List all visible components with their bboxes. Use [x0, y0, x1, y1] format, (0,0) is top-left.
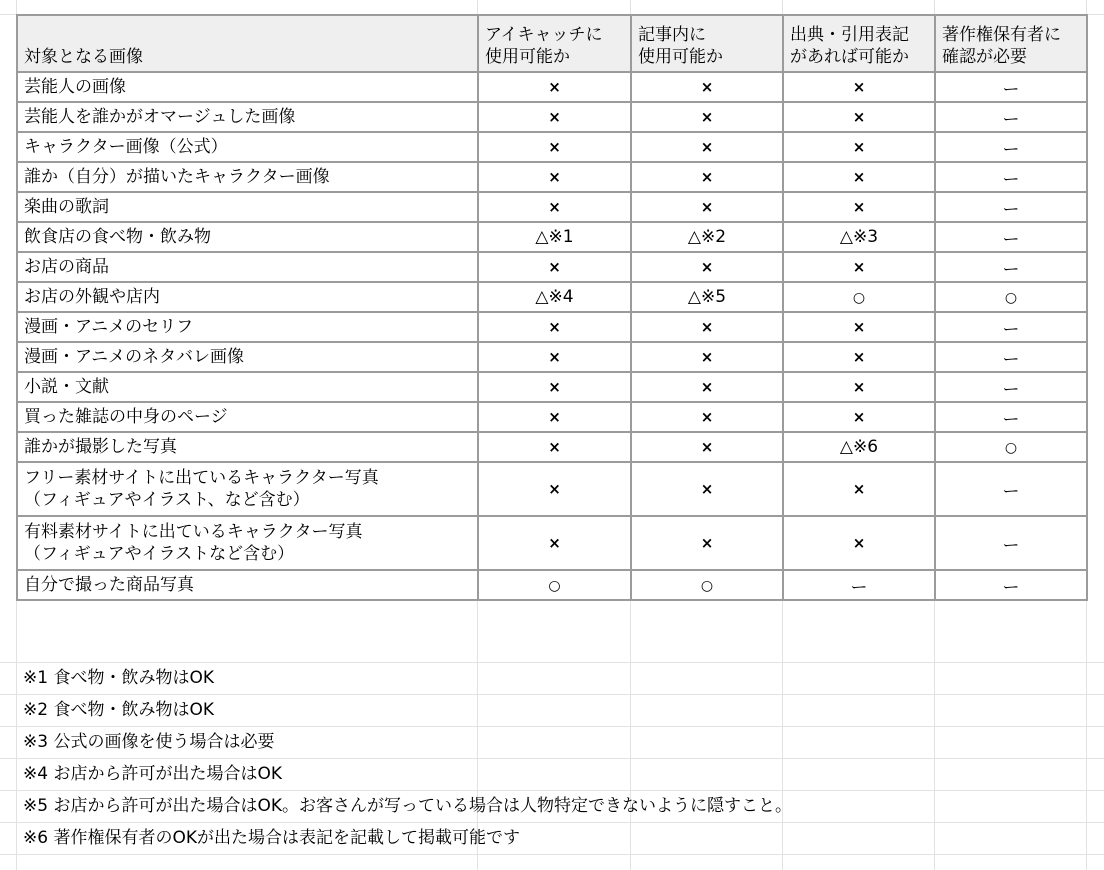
cell-text: キャラクター画像（公式） — [24, 137, 228, 157]
circle-mark: ○ — [1004, 290, 1018, 306]
cell-copyright-check[interactable] — [935, 312, 1087, 342]
cell-citation[interactable] — [783, 252, 935, 282]
footnote-5[interactable]: ※5 お店から許可が出た場合はOK。お客さんが写っている場合は人物特定できないように隠すこと。 — [23, 796, 792, 816]
cell-eyecatch[interactable] — [478, 132, 631, 162]
cell-in-article[interactable] — [631, 516, 783, 570]
cross-mark: × — [852, 138, 866, 156]
cell-target-image[interactable] — [17, 132, 478, 162]
cell-text: 楽曲の歌詞 — [24, 197, 109, 217]
cell-citation[interactable] — [783, 222, 935, 252]
cell-text: 有料素材サイトに出ているキャラクター写真 — [24, 522, 363, 542]
cell-text: 漫画・アニメのネタバレ画像 — [24, 347, 244, 367]
cell-eyecatch[interactable] — [478, 222, 631, 252]
cell-target-image[interactable] — [17, 462, 478, 516]
cross-mark: × — [548, 480, 561, 498]
cell-in-article[interactable] — [631, 312, 783, 342]
cell-citation[interactable] — [783, 72, 935, 102]
dash-mark: ー — [1002, 139, 1020, 160]
header-cell-eyecatch[interactable]: アイキャッチに 使用可能か — [478, 15, 631, 72]
circle-mark: ○ — [700, 578, 714, 594]
triangle-note-mark: △※3 — [839, 227, 879, 247]
cell-in-article[interactable] — [631, 282, 783, 312]
cell-citation[interactable] — [783, 192, 935, 222]
dash-mark: ー — [1002, 319, 1020, 340]
cell-copyright-check[interactable] — [935, 402, 1087, 432]
cross-mark: × — [700, 378, 714, 396]
cell-copyright-check[interactable] — [935, 72, 1087, 102]
footnote-2[interactable]: ※2 食べ物・飲み物はOK — [23, 700, 214, 720]
cell-citation[interactable] — [783, 312, 935, 342]
dash-mark: ー — [1002, 259, 1020, 280]
triangle-note-mark: △※5 — [687, 287, 727, 307]
cross-mark: × — [548, 78, 561, 96]
cell-text: 飲食店の食べ物・飲み物 — [24, 227, 211, 247]
dash-mark: ー — [850, 577, 868, 598]
dash-mark: ー — [1002, 535, 1020, 556]
table-row — [17, 192, 1087, 222]
cross-mark: × — [700, 438, 714, 456]
cell-target-image[interactable] — [17, 252, 478, 282]
cell-in-article[interactable] — [631, 252, 783, 282]
dash-mark: ー — [1002, 481, 1020, 502]
footnote-1[interactable]: ※1 食べ物・飲み物はOK — [23, 668, 214, 688]
cell-in-article[interactable] — [631, 570, 783, 600]
header-cell-target-image[interactable]: 対象となる画像 — [17, 15, 478, 72]
cell-copyright-check[interactable] — [935, 192, 1087, 222]
cell-eyecatch[interactable] — [478, 462, 631, 516]
cell-text: 小説・文献 — [24, 377, 109, 397]
triangle-note-mark: △※2 — [687, 227, 727, 247]
cell-target-image[interactable] — [17, 162, 478, 192]
cell-eyecatch[interactable] — [478, 402, 631, 432]
cell-in-article[interactable] — [631, 462, 783, 516]
cell-copyright-check[interactable] — [935, 222, 1087, 252]
cross-mark: × — [700, 534, 714, 552]
cell-citation[interactable] — [783, 570, 935, 600]
cross-mark: × — [700, 138, 714, 156]
cell-target-image[interactable] — [17, 102, 478, 132]
cell-in-article[interactable] — [631, 102, 783, 132]
cell-target-image[interactable] — [17, 72, 478, 102]
cell-copyright-check[interactable] — [935, 282, 1087, 312]
cell-citation[interactable] — [783, 282, 935, 312]
triangle-note-mark: △※1 — [535, 227, 574, 247]
table-row — [17, 372, 1087, 402]
cell-citation[interactable] — [783, 432, 935, 462]
table-row — [17, 252, 1087, 282]
cell-target-image[interactable] — [17, 342, 478, 372]
cell-eyecatch[interactable] — [478, 282, 631, 312]
cross-mark: × — [852, 198, 866, 216]
cell-target-image[interactable] — [17, 282, 478, 312]
cross-mark: × — [700, 78, 714, 96]
dash-mark: ー — [1002, 379, 1020, 400]
cross-mark: × — [548, 378, 561, 396]
table-row — [17, 342, 1087, 372]
cross-mark: × — [852, 258, 866, 276]
cross-mark: × — [700, 108, 714, 126]
cell-citation[interactable] — [783, 372, 935, 402]
cell-copyright-check[interactable] — [935, 432, 1087, 462]
dash-mark: ー — [1002, 169, 1020, 190]
footnote-3[interactable]: ※3 公式の画像を使う場合は必要 — [23, 732, 275, 752]
cell-in-article[interactable] — [631, 222, 783, 252]
cell-eyecatch[interactable] — [478, 252, 631, 282]
table-row — [17, 162, 1087, 192]
triangle-note-mark: △※4 — [535, 287, 574, 307]
cell-target-image[interactable] — [17, 516, 478, 570]
dash-mark: ー — [1002, 79, 1020, 100]
cell-text: （フィギュアやイラスト、など含む） — [24, 490, 310, 510]
cell-target-image[interactable] — [17, 192, 478, 222]
footnote-4[interactable]: ※4 お店から許可が出た場合はOK — [23, 764, 282, 784]
cell-eyecatch[interactable] — [478, 372, 631, 402]
cell-text: お店の商品 — [24, 257, 109, 277]
circle-mark: ○ — [1004, 440, 1018, 456]
cell-citation[interactable] — [783, 102, 935, 132]
cell-eyecatch[interactable] — [478, 312, 631, 342]
cell-target-image[interactable] — [17, 372, 478, 402]
gridline — [0, 854, 1104, 855]
cross-mark: × — [852, 318, 866, 336]
cross-mark: × — [852, 168, 866, 186]
cell-in-article[interactable] — [631, 432, 783, 462]
cross-mark: × — [548, 318, 561, 336]
cell-text: 買った雑誌の中身のページ — [24, 407, 228, 427]
cell-eyecatch[interactable] — [478, 570, 631, 600]
circle-mark: ○ — [852, 290, 866, 306]
table-row — [17, 222, 1087, 252]
cross-mark: × — [700, 168, 714, 186]
cell-copyright-check[interactable] — [935, 132, 1087, 162]
cross-mark: × — [548, 534, 561, 552]
cross-mark: × — [548, 108, 561, 126]
cell-text: お店の外観や店内 — [24, 287, 160, 307]
cross-mark: × — [548, 438, 561, 456]
cross-mark: × — [852, 378, 866, 396]
cell-copyright-check[interactable] — [935, 102, 1087, 132]
cross-mark: × — [548, 198, 561, 216]
table-row — [17, 516, 1087, 570]
cell-eyecatch[interactable] — [478, 102, 631, 132]
cell-citation[interactable] — [783, 402, 935, 432]
cell-copyright-check[interactable] — [935, 252, 1087, 282]
cross-mark: × — [852, 108, 866, 126]
cross-mark: × — [548, 408, 561, 426]
cell-eyecatch[interactable] — [478, 72, 631, 102]
cell-in-article[interactable] — [631, 162, 783, 192]
header-cell-in-article[interactable]: 記事内に 使用可能か — [631, 15, 783, 72]
cell-target-image[interactable] — [17, 402, 478, 432]
cell-text: 自分で撮った商品写真 — [24, 575, 194, 595]
cell-eyecatch[interactable] — [478, 192, 631, 222]
header-cell-copyright-check[interactable]: 著作権保有者に 確認が必要 — [935, 15, 1087, 72]
cell-text: 誰かが撮影した写真 — [24, 437, 177, 457]
cell-target-image[interactable] — [17, 570, 478, 600]
table-row — [17, 312, 1087, 342]
cell-citation[interactable] — [783, 516, 935, 570]
cross-mark: × — [548, 348, 561, 366]
cell-in-article[interactable] — [631, 72, 783, 102]
cell-citation[interactable] — [783, 462, 935, 516]
table-row — [17, 282, 1087, 312]
dash-mark: ー — [1002, 109, 1020, 130]
cell-in-article[interactable] — [631, 372, 783, 402]
cell-text: 漫画・アニメのセリフ — [24, 317, 194, 337]
cell-in-article[interactable] — [631, 342, 783, 372]
cross-mark: × — [700, 408, 714, 426]
cell-copyright-check[interactable] — [935, 162, 1087, 192]
table-row — [17, 132, 1087, 162]
cell-copyright-check[interactable] — [935, 372, 1087, 402]
table-row — [17, 570, 1087, 600]
cell-target-image[interactable] — [17, 312, 478, 342]
cell-text: フリー素材サイトに出ているキャラクター写真 — [24, 468, 379, 488]
image-usage-table — [16, 14, 1088, 601]
cell-eyecatch[interactable] — [478, 516, 631, 570]
footnote-6[interactable]: ※6 著作権保有者のOKが出た場合は表記を記載して掲載可能です — [23, 828, 520, 848]
table-row — [17, 432, 1087, 462]
cell-copyright-check[interactable] — [935, 462, 1087, 516]
dash-mark: ー — [1002, 409, 1020, 430]
header-cell-citation[interactable]: 出典・引用表記 があれば可能か — [783, 15, 935, 72]
cell-text: 芸能人の画像 — [24, 77, 126, 97]
table-row — [17, 102, 1087, 132]
dash-mark: ー — [1002, 229, 1020, 250]
cell-target-image[interactable] — [17, 222, 478, 252]
cell-in-article[interactable] — [631, 402, 783, 432]
footnotes — [16, 662, 1104, 854]
cross-mark: × — [852, 78, 866, 96]
cross-mark: × — [700, 198, 714, 216]
cell-in-article[interactable] — [631, 132, 783, 162]
cell-text: 誰か（自分）が描いたキャラクター画像 — [24, 167, 330, 187]
cell-eyecatch[interactable] — [478, 162, 631, 192]
dash-mark: ー — [1002, 199, 1020, 220]
cell-eyecatch[interactable] — [478, 432, 631, 462]
cell-text: 芸能人を誰かがオマージュした画像 — [24, 107, 296, 127]
cross-mark: × — [700, 348, 714, 366]
circle-mark: ○ — [548, 578, 561, 594]
cell-citation[interactable] — [783, 162, 935, 192]
cross-mark: × — [548, 138, 561, 156]
cross-mark: × — [700, 258, 714, 276]
cell-copyright-check[interactable] — [935, 342, 1087, 372]
table-row — [17, 72, 1087, 102]
dash-mark: ー — [1002, 577, 1020, 598]
cross-mark: × — [852, 534, 866, 552]
table-row — [17, 402, 1087, 432]
cell-eyecatch[interactable] — [478, 342, 631, 372]
cross-mark: × — [548, 258, 561, 276]
table-row — [17, 462, 1087, 516]
cell-target-image[interactable] — [17, 432, 478, 462]
cell-citation[interactable] — [783, 132, 935, 162]
cell-citation[interactable] — [783, 342, 935, 372]
cross-mark: × — [852, 408, 866, 426]
cross-mark: × — [852, 348, 866, 366]
header-row — [17, 15, 1087, 72]
cross-mark: × — [548, 168, 561, 186]
dash-mark: ー — [1002, 349, 1020, 370]
cell-text: （フィギュアやイラストなど含む） — [24, 544, 295, 564]
cell-in-article[interactable] — [631, 192, 783, 222]
cell-copyright-check[interactable] — [935, 570, 1087, 600]
cell-copyright-check[interactable] — [935, 516, 1087, 570]
cross-mark: × — [700, 318, 714, 336]
cross-mark: × — [852, 480, 866, 498]
cross-mark: × — [700, 480, 714, 498]
triangle-note-mark: △※6 — [839, 437, 879, 457]
